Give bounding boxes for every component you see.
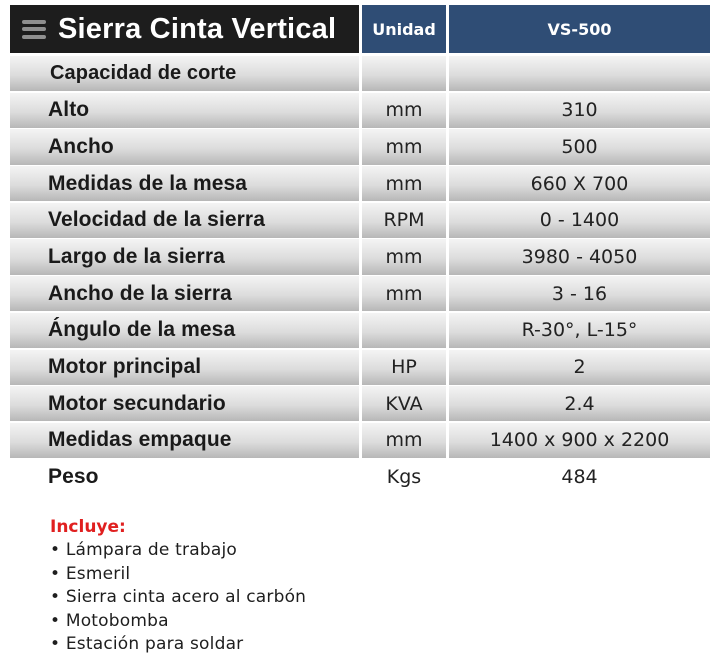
spec-table — [10, 5, 710, 496]
row-label: Medidas de la mesa — [48, 171, 248, 195]
row-label: Largo de la sierra — [48, 245, 225, 269]
table-title: Sierra Cinta Vertical — [58, 12, 337, 45]
model-column-header: VS-500 — [449, 5, 710, 53]
row-value: 1400 x 900 x 2200 — [449, 423, 710, 458]
row-unit: mm — [362, 276, 446, 311]
row-value: 0 - 1400 — [449, 203, 710, 238]
section-unit-cell — [362, 56, 446, 91]
row-unit: Kgs — [362, 460, 446, 495]
table-row — [10, 93, 710, 128]
table-row — [10, 239, 710, 274]
row-label: Ángulo de la mesa — [48, 318, 236, 342]
includes-section — [50, 517, 306, 657]
row-value: 310 — [449, 93, 710, 128]
row-label: Motor secundario — [48, 391, 226, 415]
row-unit: mm — [362, 239, 446, 274]
section-value-cell — [449, 56, 710, 91]
row-label-cell — [10, 239, 359, 274]
table-row — [10, 460, 710, 495]
row-unit: HP — [362, 350, 446, 385]
table-row — [10, 313, 710, 348]
table-title-cell — [10, 5, 359, 53]
table-row — [10, 166, 710, 201]
row-label: Alto — [48, 98, 90, 122]
row-value: 2.4 — [449, 386, 710, 421]
table-row — [10, 386, 710, 421]
row-unit: KVA — [362, 386, 446, 421]
row-unit: mm — [362, 166, 446, 201]
row-label: Ancho — [48, 134, 114, 158]
unit-column-header: Unidad — [362, 5, 446, 53]
row-label: Ancho de la sierra — [48, 281, 232, 305]
list-item: • Motobomba — [50, 610, 306, 634]
row-value: 484 — [449, 460, 710, 495]
row-value: R-30°, L-15° — [449, 313, 710, 348]
table-header-row — [10, 5, 710, 53]
row-label-cell — [10, 166, 359, 201]
row-value: 3980 - 4050 — [449, 239, 710, 274]
row-value: 2 — [449, 350, 710, 385]
row-label-cell — [10, 460, 359, 495]
list-item: • Estación para soldar — [50, 633, 306, 657]
row-unit: mm — [362, 93, 446, 128]
table-row — [10, 203, 710, 238]
row-label-cell — [10, 386, 359, 421]
menu-icon — [22, 20, 46, 39]
row-label-cell — [10, 129, 359, 164]
list-item: • Sierra cinta acero al carbón — [50, 586, 306, 610]
table-row — [10, 276, 710, 311]
list-item: • Lámpara de trabajo — [50, 539, 306, 563]
row-label-cell — [10, 313, 359, 348]
row-value: 3 - 16 — [449, 276, 710, 311]
row-unit: mm — [362, 129, 446, 164]
section-label-cell — [10, 56, 359, 91]
row-value: 500 — [449, 129, 710, 164]
section-row — [10, 56, 710, 91]
table-row — [10, 423, 710, 458]
section-label: Capacidad de corte — [50, 62, 237, 85]
table-row — [10, 129, 710, 164]
row-label: Medidas empaque — [48, 428, 232, 452]
includes-title: Incluye: — [50, 517, 126, 537]
row-label-cell — [10, 350, 359, 385]
row-unit — [362, 313, 446, 348]
row-label: Velocidad de la sierra — [48, 208, 265, 232]
row-value: 660 X 700 — [449, 166, 710, 201]
row-label-cell — [10, 93, 359, 128]
row-label-cell — [10, 423, 359, 458]
list-item: • Esmeril — [50, 563, 306, 587]
includes-list — [50, 539, 306, 657]
row-label-cell — [10, 276, 359, 311]
row-label-cell — [10, 203, 359, 238]
row-label: Peso — [48, 465, 99, 489]
row-unit: mm — [362, 423, 446, 458]
table-row — [10, 350, 710, 385]
row-label: Motor principal — [48, 355, 202, 379]
row-unit: RPM — [362, 203, 446, 238]
